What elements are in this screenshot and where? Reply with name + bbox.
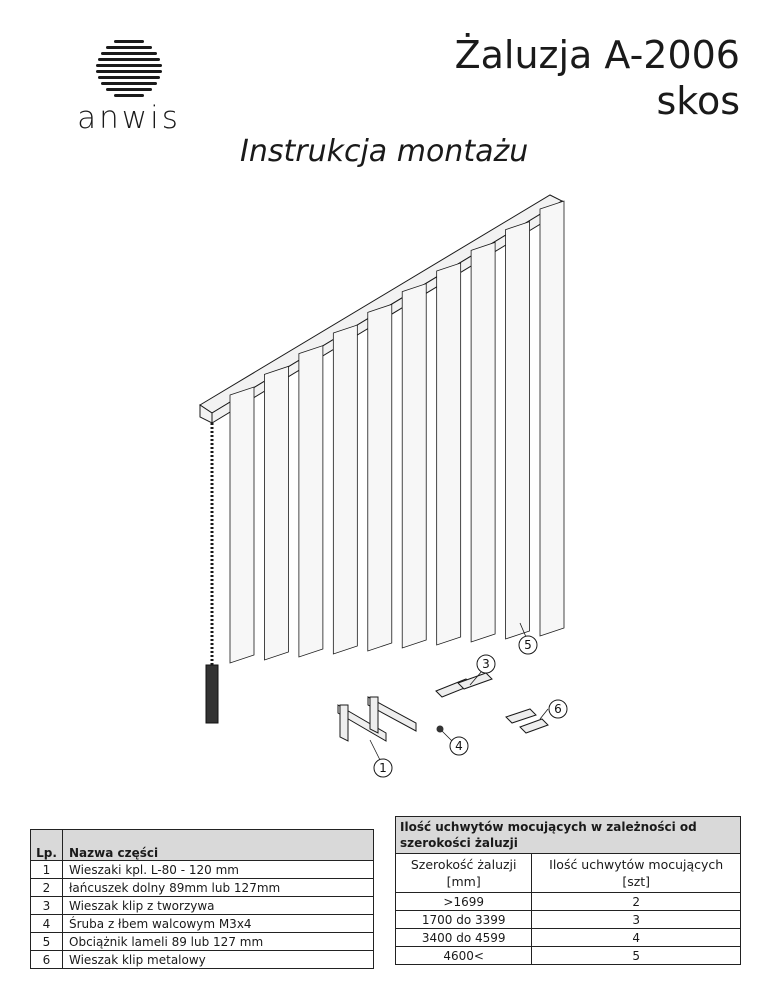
col-count-header — [532, 854, 741, 893]
wall-brackets — [338, 697, 416, 741]
part-name: Wieszak klip metalowy — [63, 951, 374, 969]
width-range: 3400 do 4599 — [396, 929, 532, 947]
slat — [402, 284, 426, 648]
mounting-count-table — [395, 816, 741, 965]
callout-6: 6 — [554, 702, 562, 716]
callout-3: 3 — [482, 657, 490, 671]
slat — [299, 346, 323, 657]
part-name: Śruba z łbem walcowym M3x4 — [63, 915, 374, 933]
part-number: 4 — [31, 915, 63, 933]
parts-col-name: Nazwa części — [63, 830, 374, 861]
table-row — [396, 893, 741, 911]
width-range: 4600< — [396, 947, 532, 965]
col-count-label: Ilość uchwytów mocujących — [549, 857, 724, 872]
blind-assembly-drawing — [190, 185, 590, 785]
control-chain — [206, 423, 218, 723]
slat — [368, 304, 392, 651]
part-number: 2 — [31, 879, 63, 897]
parts-table — [30, 829, 374, 969]
col-width-label: Szerokość żaluzji — [410, 857, 517, 872]
brand-wordmark: anwis — [77, 100, 181, 136]
page-subtitle: Instrukcja montażu — [240, 134, 529, 169]
table-row — [396, 947, 741, 965]
part-name: Wieszak klip z tworzywa — [63, 897, 374, 915]
col-width-unit: [mm] — [446, 874, 481, 889]
bracket-count: 3 — [532, 911, 741, 929]
title-line-2: skos — [656, 79, 740, 123]
table-row — [31, 879, 374, 897]
callout-5: 5 — [524, 638, 532, 652]
part-name: łańcuszek dolny 89mm lub 127mm — [63, 879, 374, 897]
slat — [230, 387, 254, 663]
slat — [437, 263, 461, 645]
part-name: Wieszaki kpl. L-80 - 120 mm — [63, 861, 374, 879]
parts-col-lp: Lp. — [31, 830, 63, 861]
callout-4: 4 — [455, 739, 463, 753]
part-number: 6 — [31, 951, 63, 969]
slat — [506, 222, 530, 639]
table-row — [31, 951, 374, 969]
slat — [471, 242, 495, 642]
table-row — [31, 861, 374, 879]
table-row — [396, 929, 741, 947]
callout-1: 1 — [379, 761, 387, 775]
title-line-1: Żaluzja A-2006 — [454, 33, 740, 77]
page-title — [455, 32, 740, 124]
col-count-unit: [szt] — [622, 874, 651, 889]
mounting-table-caption: Ilość uchwytów mocujących w zależności od szerokości żaluzji — [396, 817, 741, 854]
metal-clip-hangers — [506, 709, 548, 733]
slats-group — [230, 201, 564, 663]
table-row — [31, 915, 374, 933]
slat — [333, 325, 357, 654]
bracket-count: 2 — [532, 893, 741, 911]
slat — [540, 201, 564, 636]
bracket-count: 5 — [532, 947, 741, 965]
part-name: Obciążnik lameli 89 lub 127 mm — [63, 933, 374, 951]
callout-markers — [374, 636, 567, 777]
bracket-count: 4 — [532, 929, 741, 947]
part-number: 3 — [31, 897, 63, 915]
width-range: 1700 do 3399 — [396, 911, 532, 929]
plastic-clip-hangers — [436, 673, 492, 697]
table-row — [31, 933, 374, 951]
table-row — [31, 897, 374, 915]
slat — [264, 366, 288, 660]
col-width-header — [396, 854, 532, 893]
table-row — [396, 911, 741, 929]
width-range: >1699 — [396, 893, 532, 911]
part-number: 1 — [31, 861, 63, 879]
part-number: 5 — [31, 933, 63, 951]
